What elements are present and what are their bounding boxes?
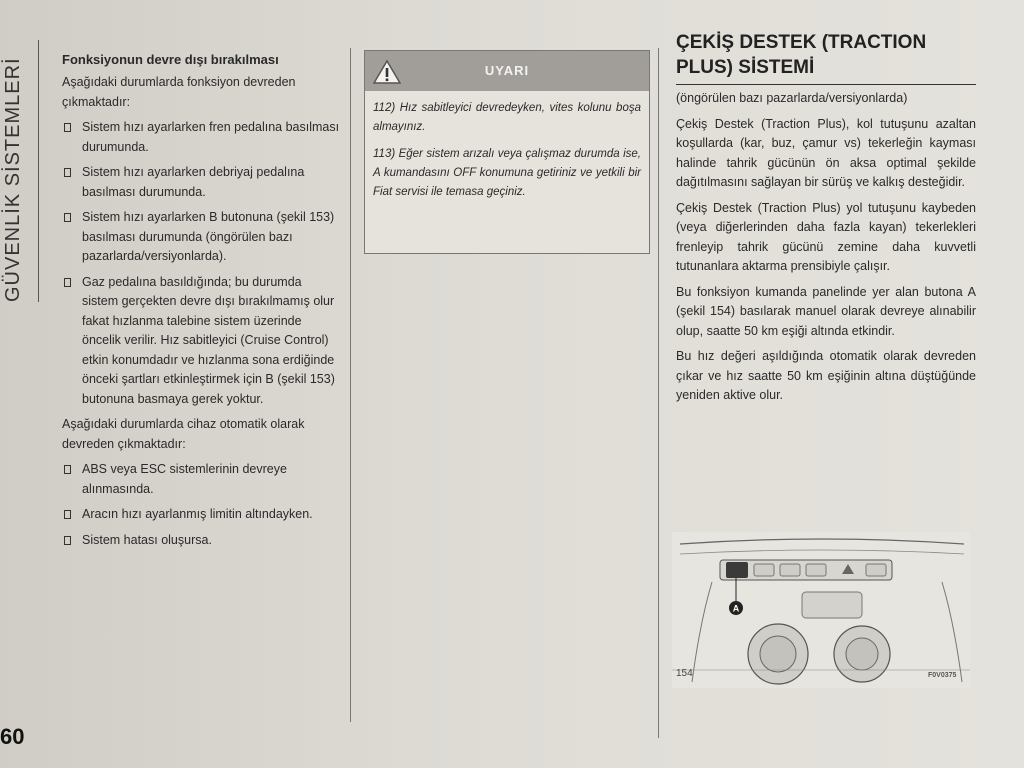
list-item: Aracın hızı ayarlanmış limitin altındayken. (62, 505, 340, 525)
left-heading: Fonksiyonun devre dışı bırakılması (62, 52, 279, 67)
column-divider (658, 48, 659, 738)
list-item: Sistem hızı ayarlarken B butonuna (şekil 153) basılması durumunda (öngörülen bazı pazarlarda/versiyonlarda). (62, 208, 340, 267)
figure-code: F0V0375 (928, 672, 957, 679)
warning-title: UYARI (484, 63, 530, 78)
section-heading: ÇEKİŞ DESTEK (TRACTION PLUS) SİSTEMİ (676, 30, 976, 85)
left-intro: Aşağıdaki durumlarda fonksiyon devreden çıkmaktadır: (62, 75, 296, 109)
auto-deactivation-list (62, 460, 340, 550)
warning-note: 113) Eğer sistem arızalı veya çalışmaz durumda ise, A kumandasını OFF konumuna getiriniz ve yetkili bir Fiat servisi ile temasa geçiniz. (373, 148, 641, 198)
body-paragraph: Bu hız değeri aşıldığında otomatik olarak devreden çıkar ve hız saatte 50 km eşiğinin altına düştüğünde yeniden aktive olur. (676, 349, 976, 402)
list-item: Sistem hızı ayarlarken debriyaj pedalına basılması durumunda. (62, 163, 340, 202)
figure-number: 154 (676, 668, 693, 679)
body-paragraph: Çekiş Destek (Traction Plus), kol tutuşunu azaltan koşullarda (kar, buz, çamur vs) tekerleğin kayması halinde tahrik gücünün ön aksa optimal şekilde dağıtılmasını sağlayan bir sürüş ve kalkış desteğidir. (676, 116, 976, 189)
left-intro-2: Aşağıdaki durumlarda cihaz otomatik olarak devreden çıkmaktadır: (62, 417, 305, 451)
list-item: Sistem hızı ayarlarken fren pedalına basılması durumunda. (62, 118, 340, 157)
warning-body (365, 91, 649, 202)
warning-header (365, 51, 649, 91)
body-paragraph: Çekiş Destek (Traction Plus) yol tutuşunu kaybeden (veya diğerlerinden daha fazla kayan) tekerlekleri frenleyip tahrik gücünü zemine daha kuvvetli tutunanlara aktarma prensibiyle çalışır. (676, 200, 976, 273)
section-title: GÜVENLİK SİSTEMLERİ (2, 57, 24, 302)
figure-callout-a: A (732, 603, 740, 614)
list-item: Sistem hatası oluşursa. (62, 531, 340, 551)
page-number: 60 (0, 724, 25, 749)
section-subtitle: (öngörülen bazı pazarlarda/versiyonlarda) (676, 91, 908, 105)
right-column (676, 30, 976, 412)
warning-note: 112) Hız sabitleyici devredeyken, vites kolunu boşa almayınız. (373, 102, 641, 133)
warning-box (364, 50, 650, 254)
list-item: Gaz pedalına basıldığında; bu durumda sistem gerçekten devre dışı bırakılmamış olur fakat hızlanma talebine sistem üzerinde öncelik verilir. Hız sabitleyici (Cruise Control) etkin konumdadır ve hızlanma sona erdiğinde önceki şartları etkinleştirmek için B (şekil 153) butonuna basmaya gerek yoktur. (62, 273, 340, 410)
deactivation-list (62, 118, 340, 409)
section-divider (38, 40, 39, 302)
left-column (62, 50, 340, 556)
body-paragraph: Bu fonksiyon kumanda panelinde yer alan butona A (şekil 154) basılarak manuel olarak devreye alınabilir olup, saatte 50 km eşiği altında etkindir. (676, 284, 976, 338)
dashboard-illustration (672, 532, 970, 688)
list-item: ABS veya ESC sistemlerinin devreye alınmasında. (62, 460, 340, 499)
column-divider (350, 48, 351, 722)
